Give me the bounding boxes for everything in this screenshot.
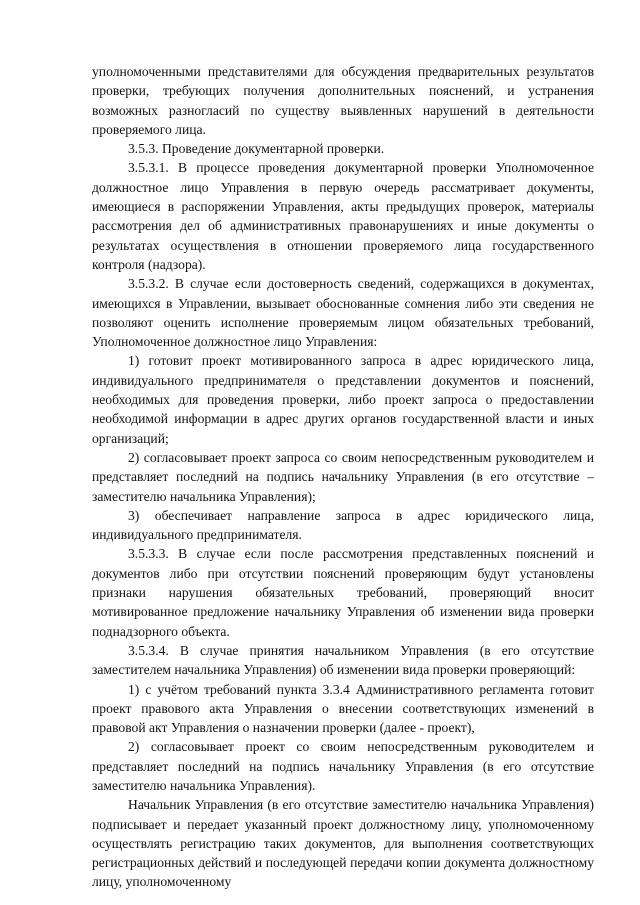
list-item-3-send-request: 3) обеспечивает направление запроса в адрес юридического лица, индивидуального предпринимателя. bbox=[92, 507, 594, 543]
list-item-1-prepare-act: 1) с учётом требований пункта 3.3.4 Административного регламента готовит проект правового акта Управления о внесении соответствующих изменений в правовой акт Управления о назначении проверки (далее - проект), bbox=[92, 681, 594, 736]
list-item-2-approve-act: 2) согласовывает проект со своим непосредственным руководителем и представляет последний на подпись начальнику Управления (в его отсутствие заместителю начальника Управления). bbox=[92, 739, 594, 793]
paragraph-3-5-3-3: 3.5.3.3. В случае если после рассмотрения представленных пояснений и документов либо при отсутствии пояснений проверяющим будут установлены признаки нарушения обязательных требований, проверяющий вносит мотивированное предложение начальнику Управления об изменении вида проверки поднадзорного объекта. bbox=[92, 546, 594, 639]
paragraph-head-signs: Начальник Управления (в его отсутствие заместителю начальника Управления) подписывает и передает указанный проект должностному лицу, уполномоченному осуществлять регистрацию таких документов, для выполнения соответствующих регистрационных действий и последующей передачи копии документа должностному лицу, уполномоченному bbox=[92, 797, 594, 890]
paragraph-3-5-3-1: 3.5.3.1. В процессе проведения документарной проверки Уполномоченное должностное лицо Управления в первую очередь рассматривает документы, имеющиеся в распоряжении Управления, акты предыдущих проверок, материалы рассмотрения дел об административных правонарушениях и иные документы о результатах осуществления в отношении проверяемого лица государственного контроля (надзора). bbox=[92, 160, 594, 272]
paragraph-3-5-3-2: 3.5.3.2. В случае если достоверность сведений, содержащихся в документах, имеющихся в Управлении, вызывает обоснованные сомнения либо эти сведения не позволяют оценить исполнение проверяемым лицом обязательных требований, Уполномоченное должностное лицо Управления: bbox=[92, 276, 594, 350]
list-item-2-approve-request: 2) согласовывает проект запроса со своим непосредственным руководителем и представляет последний на подпись начальнику Управления (в его отсутствие – заместителю начальника Управления); bbox=[92, 449, 594, 504]
paragraph-3-5-3-4: 3.5.3.4. В случае принятия начальником Управления (в его отсутствие заместителем начальника Управления) об изменении вида проверки проверяющий: bbox=[92, 642, 594, 678]
document-body bbox=[92, 62, 594, 892]
paragraph-3-5-3: 3.5.3. Проведение документарной проверки. bbox=[128, 141, 385, 157]
list-item-1-prepare-request: 1) готовит проект мотивированного запроса в адрес юридического лица, индивидуального предпринимателя о представлении документов и пояснений, необходимых для проведения проверки, либо проект запроса о предоставлении необходимой информации в адрес других органов государственной власти и иных организаций; bbox=[92, 353, 594, 446]
paragraph-continuation: уполномоченными представителями для обсуждения предварительных результатов проверки, требующих получения дополнительных пояснений, и устранения возможных разногласий по существу выявленных нарушений в деятельности проверяемого лица. bbox=[92, 64, 594, 137]
